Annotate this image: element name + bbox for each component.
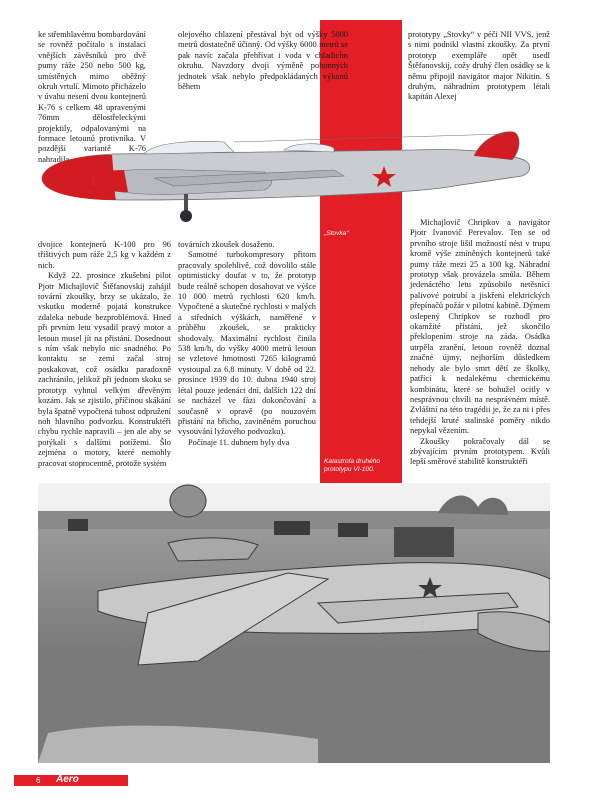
article-paragraph: Zkoušky pokračovaly dál se zbývajícím prvním prototypem. Kvůli lepší směrové stabilitě konstruktéři xyxy=(410,436,550,467)
illustration-caption: „Stovka“ xyxy=(324,230,349,237)
article-paragraph: Samotné turbokompresory přitom pracovaly spolehlivě, což dovolilo stále optimisticky doufat v to, že prototyp bude reálně schopen dosahovat ve výšce 10 000 metrů rychlosti 620 km/h. Vypočtené a skutečné rychlosti v malých a středních výškách, naměřené v průběhu zkoušek, se prakticky shodovaly. Maximální rychlost činila 538 km/h, do výšky 4000 metrů letoun se vzletové hmotnosti 7265 kilogramů vystoupal za 6,8 minuty. V době od 22. prosince 1939 do 10. dubna 1940 stroj létal pouze jedenáct dní, dalších 122 dní se nacházel ve fázi dokončování a současně v opravě (po nouzovém přistání na břicho, zaviněném poruchou vysouvání lyžového podvozku). xyxy=(178,250,316,437)
article-paragraph: Michajlovič Chripkov a navigátor Pjotr Ivanovič Perevalov. Ten se od prvního stroje lišil možností nést v trupu kromě výše zmíněných kontejnerů také pumy ráže mezi 25 a 100 kg. Náhradní prototyp však provázela smůla. Během jedenáctého letu způsobilo netěsnící palivové potrubí a jiskření elektrických přepínačů požár v pilotní kabině. Dýmem oslepený Chripkov se rozhodl pro okamžité přistání, jež skončilo překlopením stroje na záda. Osádka utrpěla zranění, letoun rovněž doznal značné újmy, nejhorším důsledkem nehody ale bylo smrt dětí ze školky, patřící k nedalekému chemickému kombinátu, které se bohužel ocitly v nesprávnou chvíli na nesprávném místě. Zvláštní na této tragédii je, že za ni i přes tehdejší kruté stalinské poměry nikdo nepykal vězením. xyxy=(410,218,550,436)
page-number: 6 xyxy=(36,776,41,785)
photo-caption-line: prototypu VI-100. xyxy=(324,466,375,473)
crash-photograph xyxy=(38,483,550,763)
article-paragraph: továrních zkoušek dosaženo. xyxy=(178,240,275,249)
page-footer xyxy=(0,770,600,788)
article-paragraph: ke střemhlavému bombardování se rovněž počítalo s instalací vnějších závěsníků pro dvě pumy ráže 250 nebo 500 kg, umístěných mimo oběžný okruh vrtulí. Mimoto přicházelo v úvahu nesení dvou kontejnerů K-76 s celkem 48 upravenými 76mm dělostřeleckými projektily, odpalovanými na formace letounů protivníka. V pozdější variantě K-76 nahradila xyxy=(38,30,146,164)
article-column-3-top xyxy=(408,30,550,103)
photo-caption-line: Katastrofa druhého xyxy=(324,458,381,465)
article-column-2 xyxy=(178,240,316,448)
article-paragraph: prototypy „Stovky“ v péči NII VVS, jenž s nimi podnikl vlastní zkoušky. Za první prototyp exempláře opět usedl Štěfanovskij, cožy druhý člen osádky se k němu připojil navigátor major Nikitin. S druhým, náhradním prototypem létali kapitán Alexej xyxy=(408,30,550,102)
article-column-2-top xyxy=(178,30,348,92)
article-paragraph: Když 22. prosince zkušební pilot Pjotr Michajlovič Štěfanovskij zahájil tovární zkoušky, brzy se ukázalo, že vskutku moderně pojatá konstrukce zdaleka nebude bezproblémová. Hned při prvním letu vysadil pravý motor a letoun musel jít na přistání. Dosednout s ním však nebylo nic snadného. Po kontaktu se zemí začal stroj poskakovat, což osádku paradoxně zachránilo, jelikož při jednom skoku se prototyp vyhnul velkým dřevěným kozám. Jak se zjistilo, příčinou skákání byla špatně vypočtená tuhost odpružení noh hlavního podvozku. Konstruktéři chybu rychle napravili – jen ale aby se potýkali s dalšími potížemi. Šlo zejména o motory, které nemohly pracovat stoprocentně, protože systém xyxy=(38,271,171,468)
article-paragraph: Počínaje 11. dubnem byly dva xyxy=(188,437,290,447)
article-column-3 xyxy=(410,218,550,468)
red-accent-strip xyxy=(320,20,402,506)
aircraft-profile-illustration xyxy=(34,126,554,232)
article-column-1 xyxy=(38,240,171,469)
photo-caption xyxy=(324,458,380,474)
article-paragraph: olejového chlazení přestával být od výšky 5000 metrů dostatečně účinný. Od výšky 6000 metrů se pak navíc začala přehřívat i voda v chladicím okruhu. Navzdory dvoji výměně pohonných jednotek však nebylo předpokládaných výkonů během xyxy=(178,30,348,92)
magazine-logo: Aero xyxy=(56,774,79,785)
article-paragraph: dvojice kontejnerů K-100 pro 96 tříštivých pum ráže 2,5 kg v každém z nich. xyxy=(38,240,171,270)
